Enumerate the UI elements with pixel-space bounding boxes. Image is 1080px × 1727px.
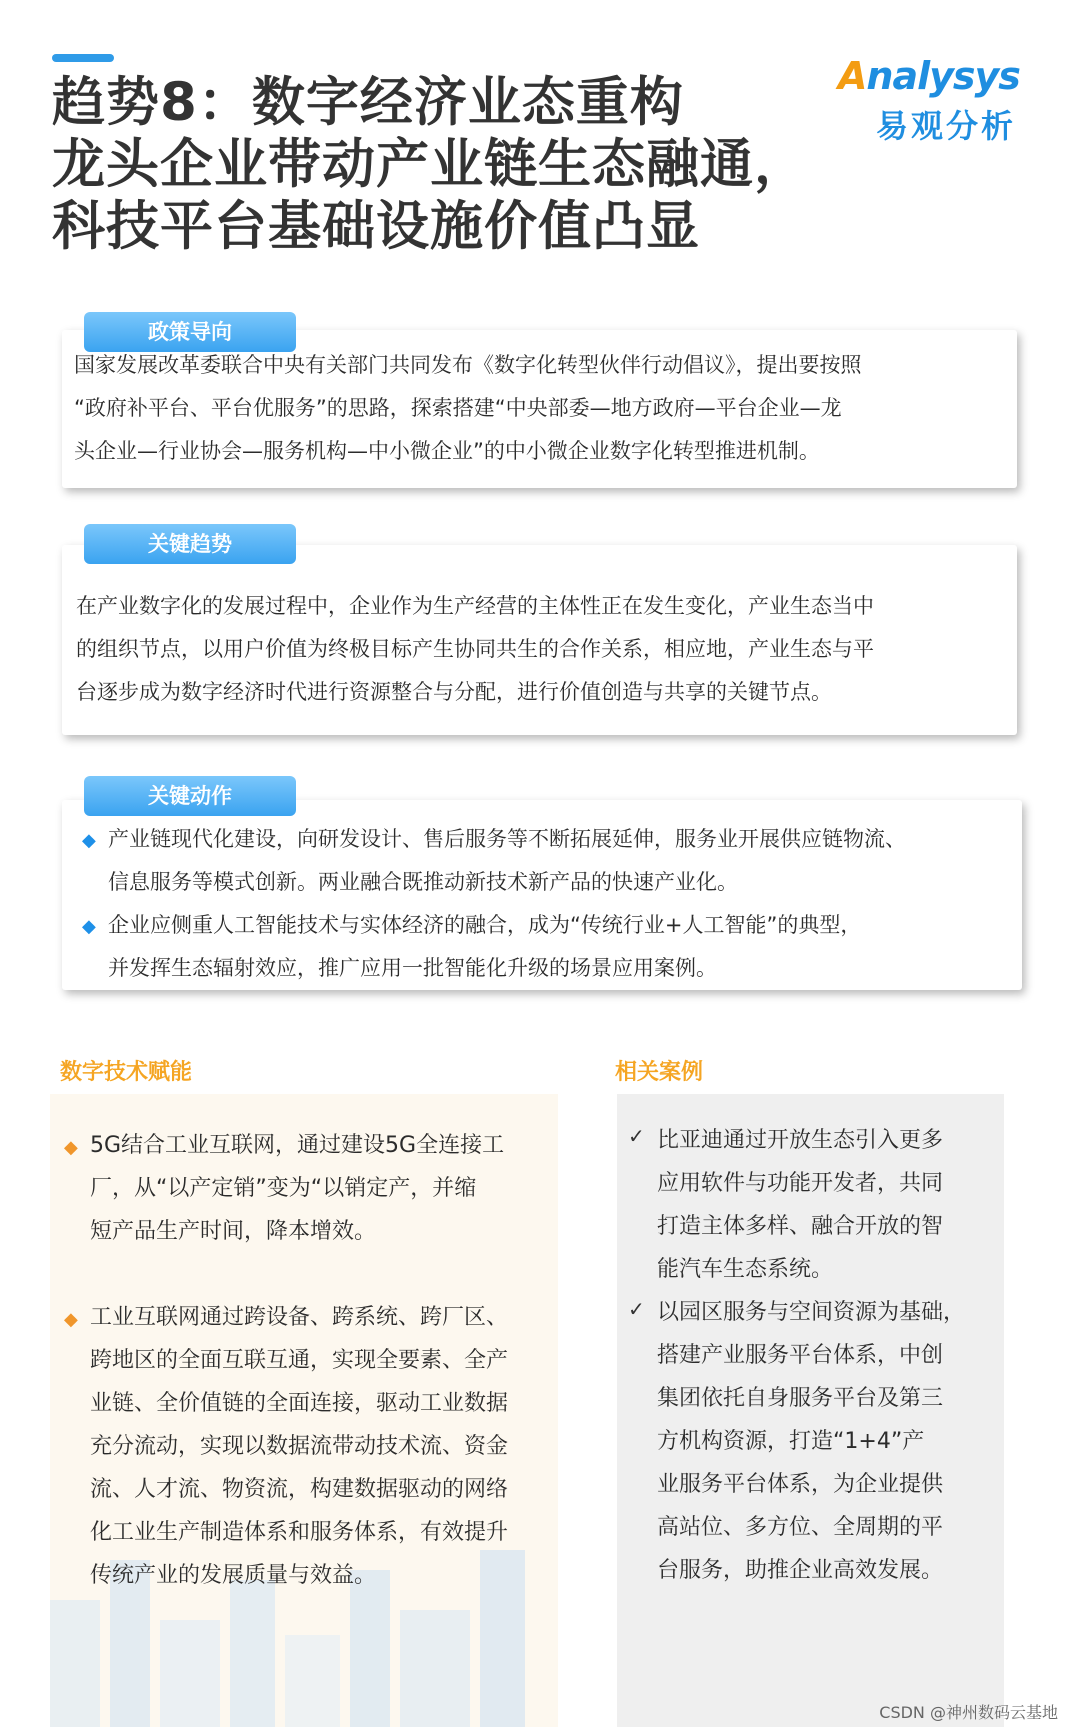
diamond-bullet-icon: ◆ <box>82 830 96 851</box>
tech-item-line: 工业互联网通过跨设备、跨系统、跨厂区、 <box>90 1305 509 1330</box>
analysys-logo <box>838 54 1020 98</box>
policy-text <box>74 344 862 473</box>
diamond-bullet-icon: ◆ <box>82 916 96 937</box>
case-item-line: 打造主体多样、融合开放的智 <box>657 1214 944 1239</box>
action-item-line: 信息服务等模式创新。两业融合既推动新技术新产品的快速产业化。 <box>108 870 738 894</box>
tech-item-line: 短产品生产时间，降本增效。 <box>90 1219 377 1244</box>
case-item-line: 比亚迪通过开放生态引入更多 <box>657 1128 944 1153</box>
tech-item-line: 传统产业的发展质量与效益。 <box>90 1563 377 1588</box>
tech-item-line: 厂，从“以产定销”变为“以销定产，并缩 <box>90 1176 477 1201</box>
page-title-line-3: 科技平台基础设施价值凸显 <box>52 196 700 257</box>
case-item-line: 能汽车生态系统。 <box>657 1257 834 1282</box>
trend-card <box>62 545 1017 735</box>
tech-item-line: 充分流动，实现以数据流带动技术流、资金 <box>90 1434 509 1459</box>
diamond-bullet-icon: ◆ <box>64 1309 78 1330</box>
action-label: 关键动作 <box>84 776 296 816</box>
tech-item-line: 跨地区的全面互联互通，实现全要素、全产 <box>90 1348 509 1373</box>
action-item-line: 并发挥生态辐射效应，推广应用一批智能化升级的场景应用案例。 <box>108 956 717 980</box>
logo-chinese-name: 易观分析 <box>876 107 1017 145</box>
diamond-bullet-icon: ◆ <box>64 1137 78 1158</box>
trend-line: 台逐步成为数字经济时代进行资源整合与分配，进行价值创造与共享的关键节点。 <box>76 680 832 704</box>
page-title-line-2: 龙头企业带动产业链生态融通， <box>52 134 808 195</box>
policy-card <box>62 330 1017 488</box>
tech-heading: 数字技术赋能 <box>60 1060 193 1085</box>
logo-wordmark: nalysys <box>866 54 1020 98</box>
tech-item <box>90 1296 508 1597</box>
tech-item-line: 业链、全价值链的全面连接，驱动工业数据 <box>90 1391 509 1416</box>
tech-item-line: 化工业生产制造体系和服务体系，有效提升 <box>90 1520 509 1545</box>
tech-item-line: 5G结合工业互联网，通过建设5G全连接工 <box>90 1133 505 1158</box>
case-item <box>657 1119 943 1291</box>
page-title-line-1: 趋势8：数字经济业态重构 <box>52 72 684 133</box>
case-item-line: 高站位、多方位、全周期的平 <box>657 1515 944 1540</box>
case-item-line: 以园区服务与空间资源为基础， <box>657 1300 966 1325</box>
checkmark-icon: ✓ <box>628 1124 645 1148</box>
policy-label: 政策导向 <box>84 312 296 352</box>
logo-first-letter: A <box>838 54 867 98</box>
trend-label: 关键趋势 <box>84 524 296 564</box>
policy-line: 国家发展改革委联合中央有关部门共同发布《数字化转型伙伴行动倡议》，提出要按照 <box>74 353 862 377</box>
case-item-line: 台服务，助推企业高效发展。 <box>657 1558 944 1583</box>
action-card <box>62 800 1022 990</box>
tech-item <box>90 1124 504 1253</box>
trend-line: 的组织节点，以用户价值为终极目标产生协同共生的合作关系，相应地，产业生态与平 <box>76 637 874 661</box>
policy-line: “政府补平台、平台优服务”的思路，探索搭建“中央部委—地方政府—平台企业—龙 <box>74 396 842 420</box>
case-item-line: 方机构资源，打造“1+4”产 <box>657 1429 925 1454</box>
title-accent-bar <box>52 54 114 62</box>
cases-heading: 相关案例 <box>615 1060 704 1085</box>
tech-item-line: 流、人才流、物资流，构建数据驱动的网络 <box>90 1477 509 1502</box>
action-item-line: 企业应侧重人工智能技术与实体经济的融合，成为“传统行业+人工智能”的典型， <box>108 913 862 937</box>
action-item-line: 产业链现代化建设，向研发设计、售后服务等不断拓展延伸，服务业开展供应链物流、 <box>108 827 906 851</box>
checkmark-icon: ✓ <box>628 1297 645 1321</box>
csdn-watermark: CSDN @神州数码云基地 <box>879 1703 1058 1722</box>
trend-text <box>76 585 874 714</box>
case-item-line: 应用软件与功能开发者，共同 <box>657 1171 944 1196</box>
case-item-line: 搭建产业服务平台体系，中创 <box>657 1343 944 1368</box>
policy-line: 头企业—行业协会—服务机构—中小微企业”的中小微企业数字化转型推进机制。 <box>74 439 820 463</box>
case-item-line: 集团依托自身服务平台及第三 <box>657 1386 944 1411</box>
case-item <box>657 1291 965 1592</box>
trend-line: 在产业数字化的发展过程中，企业作为生产经营的主体性正在发生变化，产业生态当中 <box>76 594 874 618</box>
case-item-line: 业服务平台体系，为企业提供 <box>657 1472 944 1497</box>
